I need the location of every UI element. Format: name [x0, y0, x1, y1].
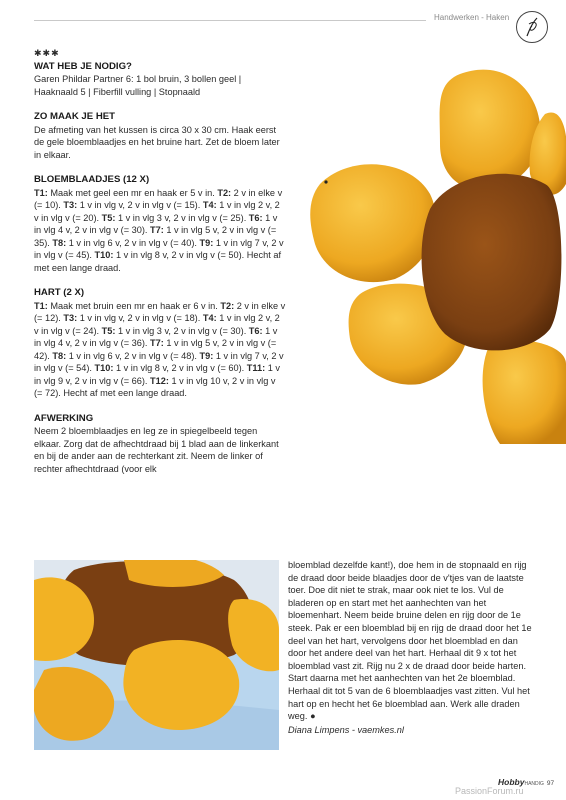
- end-mark: ●: [309, 711, 316, 722]
- how-to-text: De afmeting van het kussen is circa 30 x 30 cm. Haak eerst de gele bloemblaadjes en het bruine hart. Zet de bloem later in elkaar.: [34, 124, 280, 160]
- materials-heading: WAT HEB JE NODIG?: [34, 60, 132, 72]
- magazine-brand: Hobby: [498, 777, 525, 787]
- watermark: PassionForum.ru: [455, 786, 524, 796]
- finishing-heading: AFWERKING: [34, 412, 94, 424]
- author-credit: Diana Limpens - vaemkes.nl: [288, 724, 404, 735]
- petals-heading: BLOEMBLAADJES (12 X): [34, 174, 150, 185]
- heart-heading: HART (2 X): [34, 287, 85, 298]
- finishing-text: Neem 2 bloemblaadjes en leg ze in spiegelbeeld tegen elkaar. Zorg dat de afhechtdraad bij 1 blad aan de linkerkant en bij de ander aan de rechterkant zit. Neem de linker of rechter afhechtdraad (voor elk: [34, 426, 279, 474]
- difficulty-stars: ✱✱✱: [34, 48, 60, 58]
- instructions-column: [34, 47, 286, 475]
- page-number: 97: [546, 780, 555, 787]
- header-divider: [34, 20, 426, 21]
- pillow-closeup-photo: [34, 560, 279, 750]
- sunflower-pillow-photo: [300, 44, 566, 444]
- magazine-brand-sub: HANDIG: [524, 781, 544, 787]
- instructions-continued: [288, 559, 536, 736]
- magazine-logo-icon: [515, 10, 549, 44]
- heart-pattern: T1: Maak met bruin een mr en haak er 6 v in. T2: 2 v in elke v (= 12). T3: 1 v in vlg v, 2 v in vlg v (= 18). T4: 1 v in vlg 2 v, 2 v in vlg v (= 24). T5: 1 v in vlg 3 v, 2 v in vlg v (= 30). T6: 1 v in vlg 4 v, 2 v in vlg v (= 36). T7: 1 v in vlg 5 v, 2 v in vlg v (= 42). T8: 1 v in vlg 6 v, 2 v in vlg v (= 48). T9: 1 v in vlg 7 v, 2 v in vlg v (= 54). T10: 1 v in vlg 8 v, 2 v in vlg v (= 60). T11: 1 v in vlg 9 v, 2 v in vlg v (= 66). T12: 1 v in vlg 10 v, 2 v in vlg v (= 72). Hecht af met een lange draad.: [34, 300, 286, 398]
- section-label: Handwerken - Haken: [434, 13, 510, 22]
- continued-text: bloemblad dezelfde kant!), doe hem in de stopnaald en rijg de draad door beide blaadjes door de v'tjes van de laatste toer. Doe dit niet te strak, maar ook niet te los. Vul de bladeren op en start met het aanhechten van het bloemenhart. Neem beide bruine delen en rijg door de 1e steek. Pak er een bloemblad bij en rijg de draad door het 1e deel van het hart, vervolgens door het bloemblad en dan door het andere deel van het hart. Herhaal dit 9 x tot het bloemblad vast zit. Rijg nu 2 x de draad door beide harten. Start daarna met het aanhechten van het 2e bloemblad. Herhaal dit tot 5 van de 6 bloemblaadjes vast zitten. Vul het hart op en hecht het 6e bloemblad aan. Werk alle draden weg.: [288, 560, 532, 722]
- how-to-heading: ZO MAAK JE HET: [34, 111, 116, 122]
- petals-pattern: T1: Maak met geel een mr en haak er 5 v in. T2: 2 v in elke v (= 10). T3: 1 v in vlg v, 2 v in vlg v (= 15). T4: 1 v in vlg 2 v, 2 v in vlg v (= 20). T5: 1 v in vlg 3 v, 2 v in vlg v (= 25). T6: 1 v in vlg 4 v, 2 v in vlg v (= 30). T7: 1 v in vlg 5 v, 2 v in vlg v (= 35). T8: 1 v in vlg 6 v, 2 v in vlg v (= 40). T9: 1 v in vlg 7 v, 2 v in vlg v (= 45). T10: 1 v in vlg 8 v, 2 v in vlg v (= 50). Hecht af met een lange draad.: [34, 187, 284, 273]
- materials-text: Garen Phildar Partner 6: 1 bol bruin, 3 bollen geel | Haaknaald 5 | Fiberfill vulling | Stopnaald: [34, 74, 242, 97]
